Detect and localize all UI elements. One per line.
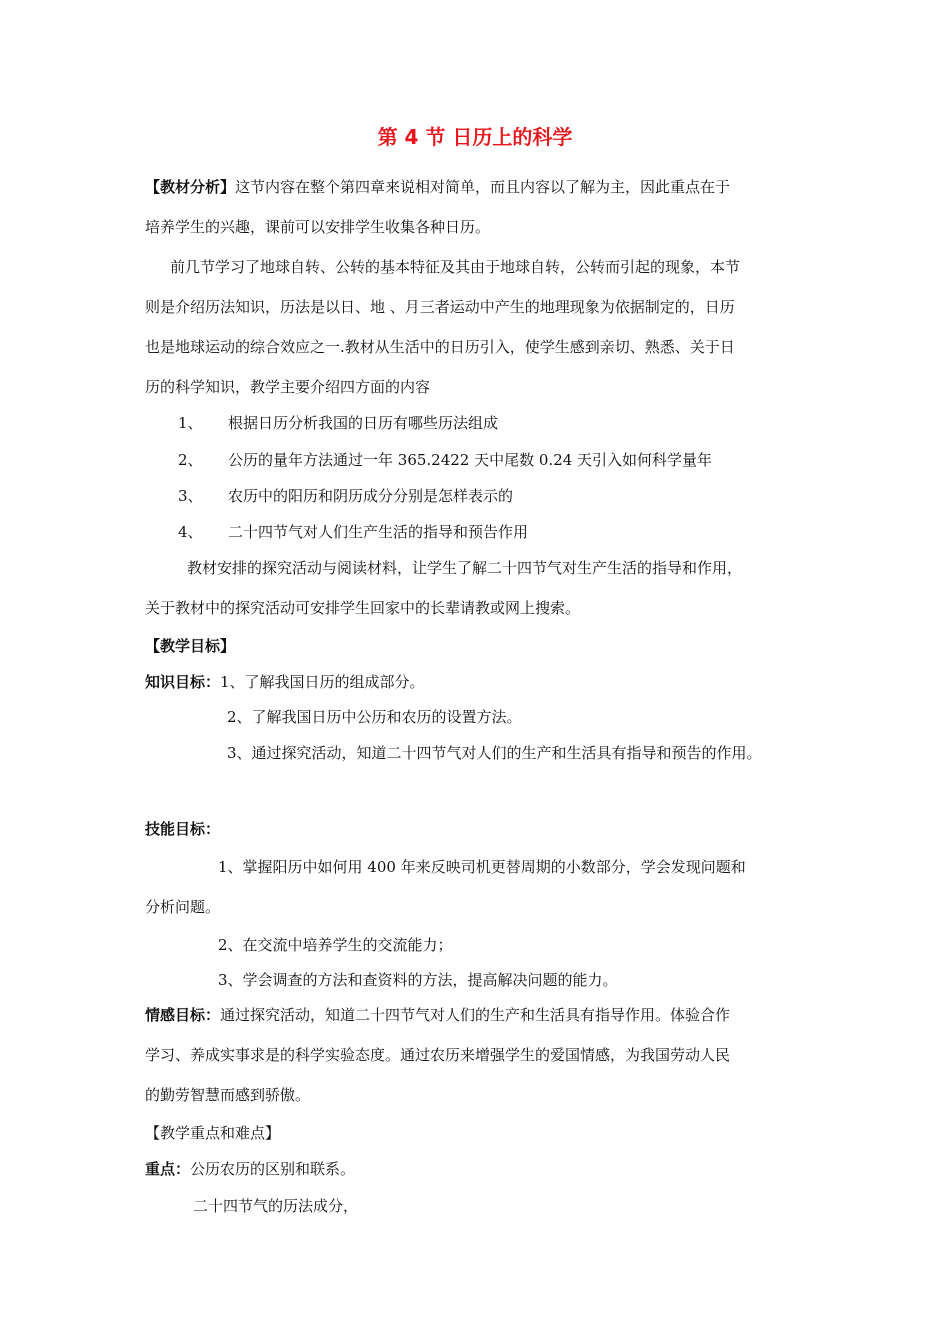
analysis-paragraph-2-line-2: 则是介绍历法知识，历法是以日、地 、月三者运动中产生的地理现象为依据制定的，日历 xyxy=(145,298,735,316)
knowledge-goal-item: 1、了解我国日历的组成部分。 xyxy=(220,673,425,691)
skill-goal-2: 2、在交流中培养学生的交流能力； xyxy=(218,936,453,954)
focus-text: 公历农历的区别和联系。 xyxy=(190,1160,356,1178)
analysis-paragraph-2-line-1: 前几节学习了地球自转、公转的基本特征及其由于地球自转，公转而引起的现象，本节 xyxy=(170,258,741,276)
list-item-number: 3、 xyxy=(178,487,203,505)
focus-line-1 xyxy=(145,1159,355,1179)
skill-goal-label: 技能目标： xyxy=(145,820,221,838)
emotion-goal-text: 通过探究活动，知道二十四节气对人们的生产和生活具有指导作用。体验合作 xyxy=(220,1006,731,1024)
emotion-goal-label: 情感目标： xyxy=(145,1006,221,1024)
list-item-text: 农历中的阳历和阴历成分分别是怎样表示的 xyxy=(228,487,514,505)
emotion-goal-line-3: 的勤劳智慧而感到骄傲。 xyxy=(145,1086,311,1104)
list-item xyxy=(178,450,712,470)
analysis-paragraph-3-line-1: 教材安排的探究活动与阅读材料，让学生了解二十四节气对生产生活的指导和作用， xyxy=(187,559,743,577)
emotion-goal-line-1 xyxy=(145,1005,730,1025)
key-points-heading: 【教学重点和难点】 xyxy=(145,1124,281,1142)
emotion-goal-line-2: 学习、养成实事求是的科学实验态度。通过农历来增强学生的爱国情感，为我国劳动人民 xyxy=(145,1046,731,1064)
list-item-text: 根据日历分析我国的日历有哪些历法组成 xyxy=(228,414,499,432)
focus-label: 重点： xyxy=(145,1160,191,1178)
list-item-number: 1、 xyxy=(178,414,203,432)
skill-goal-1-line-2: 分析问题。 xyxy=(145,898,221,916)
knowledge-goal-label: 知识目标： xyxy=(145,673,221,691)
list-item-number: 2、 xyxy=(178,451,203,469)
knowledge-goal-item: 2、了解我国日历中公历和农历的设置方法。 xyxy=(227,708,522,726)
analysis-paragraph-2-line-4: 历的科学知识，教学主要介绍四方面的内容 xyxy=(145,378,431,396)
analysis-paragraph-2-line-3: 也是地球运动的综合效应之一.教材从生活中的日历引入，使学生感到亲切、熟悉、关于日 xyxy=(145,338,735,356)
list-item-text: 二十四节气对人们生产生活的指导和预告作用 xyxy=(228,523,529,541)
analysis-paragraph-1-line-1 xyxy=(145,177,730,197)
analysis-heading: 【教材分析】 xyxy=(145,178,236,196)
list-item xyxy=(178,522,528,542)
list-item xyxy=(178,413,498,433)
analysis-paragraph-3-line-2: 关于教材中的探究活动可安排学生回家中的长辈请教或网上搜索。 xyxy=(145,599,581,617)
analysis-text: 这节内容在整个第四章来说相对简单，而且内容以了解为主，因此重点在于 xyxy=(235,178,731,196)
page-title: 第 4 节 日历上的科学 xyxy=(377,125,573,149)
list-item-number: 4、 xyxy=(178,523,203,541)
goals-heading: 【教学目标】 xyxy=(145,637,236,655)
analysis-paragraph-1-line-2: 培养学生的兴趣，课前可以安排学生收集各种日历。 xyxy=(145,218,491,236)
list-item xyxy=(178,486,513,506)
knowledge-goal-item: 3、通过探究活动，知道二十四节气对人们的生产和生活具有指导和预告的作用。 xyxy=(227,744,762,762)
skill-goal-1-line-1: 1、掌握阳历中如何用 400 年来反映司机更替周期的小数部分，学会发现问题和 xyxy=(218,858,746,876)
knowledge-goal-line-1 xyxy=(145,672,425,692)
focus-line-2: 二十四节气的历法成分， xyxy=(193,1197,359,1215)
skill-goal-3: 3、学会调查的方法和查资料的方法，提高解决问题的能力。 xyxy=(218,971,618,989)
list-item-text: 公历的量年方法通过一年 365.2422 天中尾数 0.24 天引入如何科学量年 xyxy=(228,451,713,469)
